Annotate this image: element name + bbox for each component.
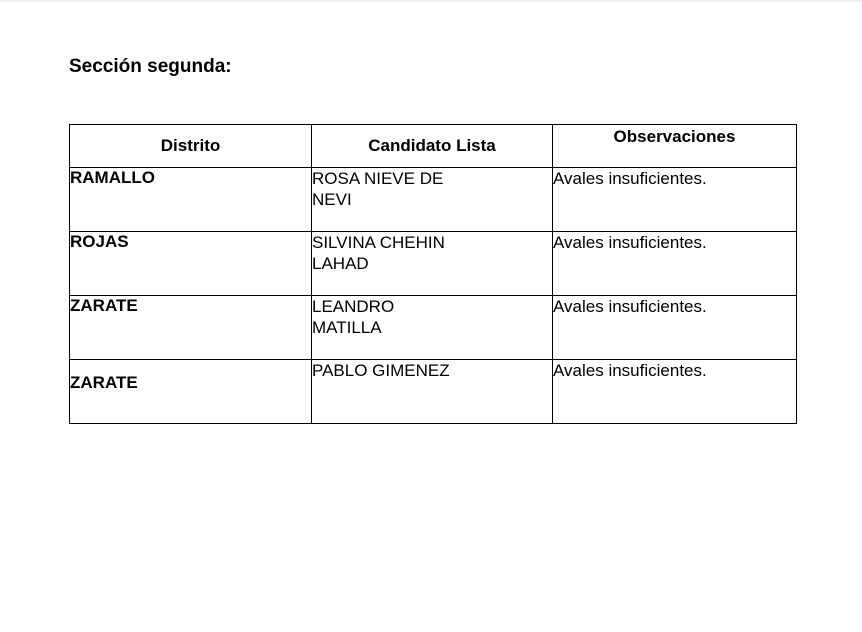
candidate-line-2: MATILLA [312,318,382,337]
header-observations: Observaciones [553,125,797,168]
candidate-cell [312,232,553,296]
table-header-row [70,125,797,168]
observation-cell: Avales insuficientes. [553,168,797,232]
page-top-edge [0,0,862,2]
district-cell: ZARATE [70,360,312,424]
candidate-line-2: LAHAD [312,254,369,273]
district-cell: ROJAS [70,232,312,296]
observation-cell: Avales insuficientes. [553,360,797,424]
district-cell: RAMALLO [70,168,312,232]
header-candidate: Candidato Lista [312,125,553,168]
candidate-line-1: SILVINA CHEHIN [312,233,445,252]
header-district: Distrito [70,125,312,168]
table-row [70,168,797,232]
section-heading: Sección segunda: [69,56,232,77]
table-row [70,232,797,296]
district-cell: ZARATE [70,296,312,360]
candidate-cell [312,168,553,232]
observation-cell: Avales insuficientes. [553,296,797,360]
candidate-cell [312,360,553,424]
observation-cell: Avales insuficientes. [553,232,797,296]
candidate-line-1: PABLO GIMENEZ [312,361,450,380]
table-row [70,296,797,360]
table-row [70,360,797,424]
candidate-cell [312,296,553,360]
candidate-line-1: LEANDRO [312,297,395,316]
candidate-line-1: ROSA NIEVE DE [312,169,444,188]
candidates-table [69,124,797,424]
candidate-line-2: NEVI [312,190,352,209]
